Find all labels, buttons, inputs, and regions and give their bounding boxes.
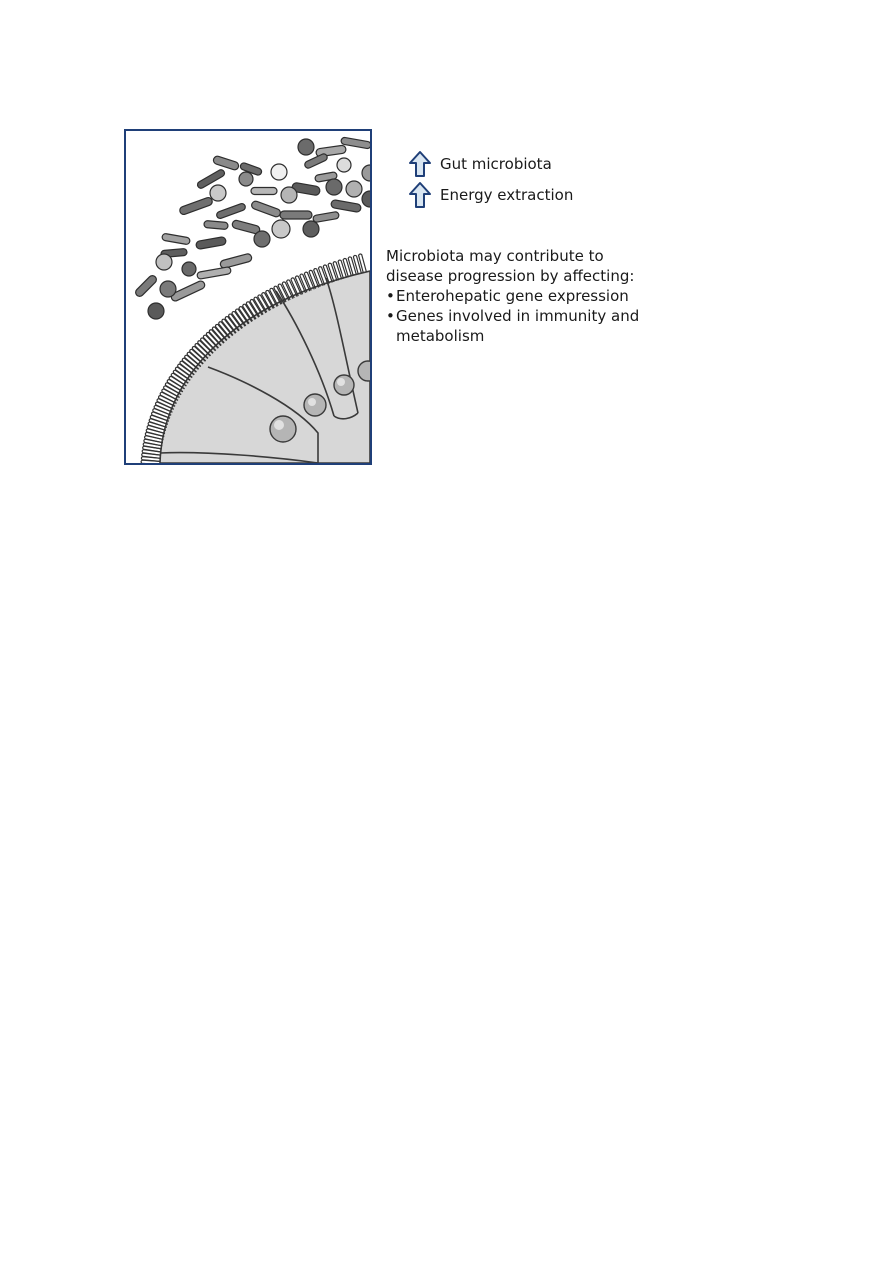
coccus-bacterium xyxy=(210,185,226,201)
microvillus xyxy=(343,258,351,277)
coccus-bacterium xyxy=(160,281,176,297)
rod-bacterium xyxy=(216,203,247,220)
notes-list xyxy=(386,286,686,346)
microvillus xyxy=(338,260,346,279)
rod-bacterium xyxy=(179,196,214,215)
rod-bacterium xyxy=(231,220,260,235)
rod-bacterium xyxy=(220,253,253,269)
rod-bacterium xyxy=(196,236,227,249)
coccus-bacterium xyxy=(239,172,253,186)
microvillus xyxy=(359,254,367,273)
rod-bacterium xyxy=(331,199,362,212)
coccus-bacterium xyxy=(303,221,319,237)
rod-bacterium xyxy=(251,188,277,195)
coccus-bacterium xyxy=(298,139,314,155)
rod-bacterium xyxy=(251,200,282,218)
rod-bacterium xyxy=(162,233,191,245)
microvillus xyxy=(333,262,342,281)
coccus-bacterium xyxy=(346,181,362,197)
coccus-bacterium xyxy=(254,231,270,247)
coccus-bacterium xyxy=(148,303,164,319)
coccus-bacterium xyxy=(337,158,351,172)
rod-bacterium xyxy=(134,274,158,298)
up-arrow-icon xyxy=(408,150,432,178)
microbiota-notes xyxy=(386,246,686,346)
coccus-bacterium xyxy=(281,187,297,203)
notes-intro: Microbiota may contribute to disease progression by affecting: xyxy=(386,247,635,285)
rod-bacterium xyxy=(212,155,239,171)
notes-item-gene-expression: • Enterohepatic gene expression xyxy=(386,286,666,306)
up-arrow-icon xyxy=(408,181,432,209)
microvillus xyxy=(348,257,356,276)
gut-illustration xyxy=(126,131,370,463)
coccus-bacterium xyxy=(272,220,290,238)
rod-bacterium xyxy=(280,211,312,219)
coccus-bacterium xyxy=(326,179,342,195)
rod-bacterium xyxy=(197,267,232,280)
effect-label: Energy extraction xyxy=(440,186,574,204)
effect-gut-microbiota xyxy=(408,149,552,179)
coccus-bacterium xyxy=(156,254,172,270)
gut-illustration-panel xyxy=(124,129,372,465)
coccus-bacterium xyxy=(182,262,196,276)
coccus-bacterium xyxy=(362,165,370,181)
effect-label: Gut microbiota xyxy=(440,155,552,173)
coccus-bacterium xyxy=(271,164,287,180)
rod-bacterium xyxy=(204,220,229,229)
notes-item-immunity-metabolism: • Genes involved in immunity and metabolism xyxy=(386,306,666,346)
rod-bacterium xyxy=(313,211,340,222)
coccus-bacterium xyxy=(362,191,370,207)
effect-energy-extraction xyxy=(408,180,573,210)
microvillus xyxy=(353,255,361,274)
